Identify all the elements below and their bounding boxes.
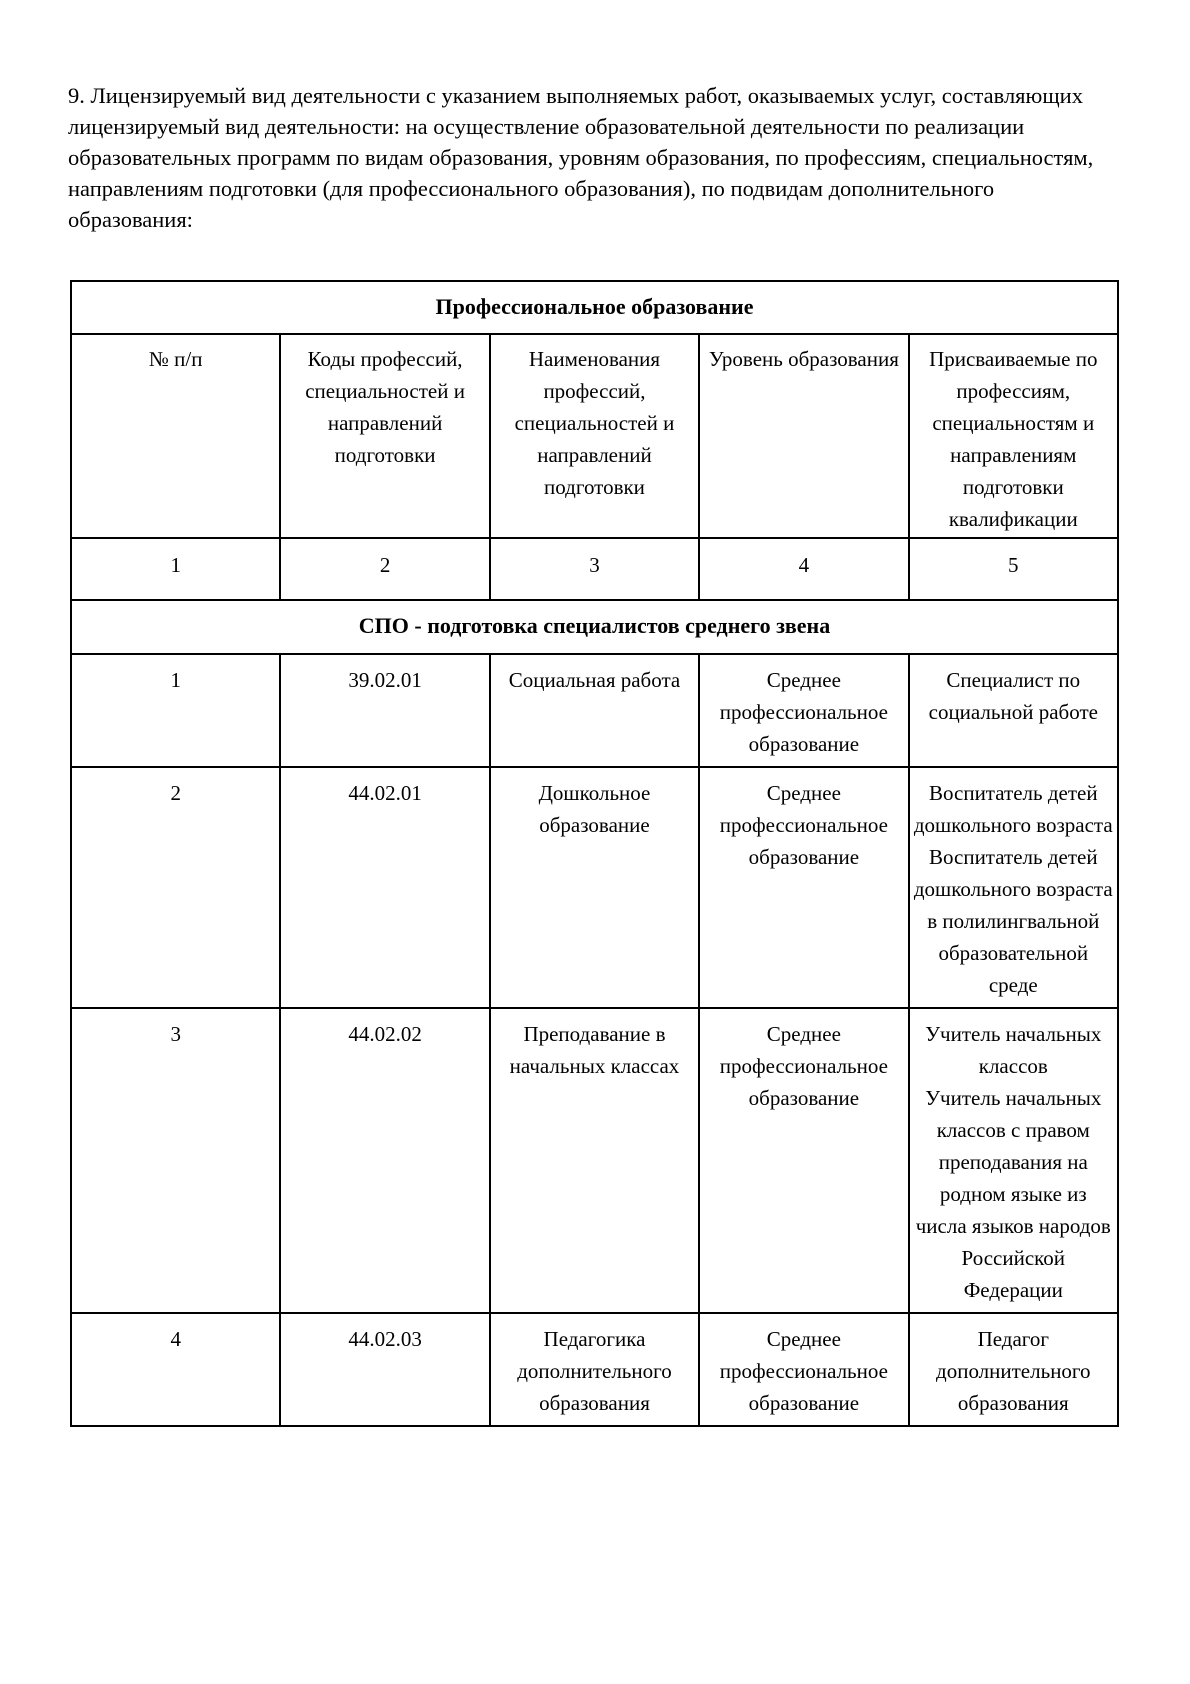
intro-paragraph: 9. Лицензируемый вид деятельности с указанием выполняемых работ, оказываемых услуг, составляющих лицензируемый вид деятельности: на осуществление образовательной деятельности по реализации образовательных программ по видам образования, уровням образования, по профессиям, специальностям, направлениям подготовки (для профессионального образования), по подвидам дополнительного образования: bbox=[68, 83, 1094, 232]
table-row bbox=[71, 767, 1118, 1008]
qualification: Учитель начальных классов с правом преподавания на родном языке из числа языков народов Российской Федерации bbox=[915, 1086, 1111, 1302]
column-number: 5 bbox=[909, 538, 1118, 600]
cell-code: 44.02.02 bbox=[280, 1008, 489, 1313]
cell-name: Социальная работа bbox=[490, 654, 699, 767]
cell-qualifications bbox=[909, 1313, 1118, 1426]
column-number: 1 bbox=[71, 538, 280, 600]
cell-name: Педагогика дополнительного образования bbox=[490, 1313, 699, 1426]
col-header-qualifications: Присваиваемые по профессиям, специальностям и направлениям подготовки квалификации bbox=[909, 334, 1118, 538]
col-header-num: № п/п bbox=[71, 334, 280, 538]
qualification: Педагог дополнительного образования bbox=[936, 1327, 1091, 1415]
section-header-row bbox=[71, 600, 1118, 654]
section-header: СПО - подготовка специалистов среднего звена bbox=[71, 600, 1118, 654]
cell-code: 44.02.03 bbox=[280, 1313, 489, 1426]
qualification: Учитель начальных классов bbox=[925, 1022, 1102, 1078]
cell-qualifications bbox=[909, 767, 1118, 1008]
column-number: 3 bbox=[490, 538, 699, 600]
column-number: 2 bbox=[280, 538, 489, 600]
cell-level: Среднее профессиональное образование bbox=[699, 654, 908, 767]
table-header-row bbox=[71, 334, 1118, 538]
cell-level: Среднее профессиональное образование bbox=[699, 1008, 908, 1313]
column-number: 4 bbox=[699, 538, 908, 600]
cell-level: Среднее профессиональное образование bbox=[699, 1313, 908, 1426]
cell-level: Среднее профессиональное образование bbox=[699, 767, 908, 1008]
education-table bbox=[70, 280, 1119, 1427]
cell-qualifications bbox=[909, 654, 1118, 767]
cell-code: 39.02.01 bbox=[280, 654, 489, 767]
col-header-codes: Коды профессий, специальностей и направлений подготовки bbox=[280, 334, 489, 538]
table-row bbox=[71, 654, 1118, 767]
cell-num: 4 bbox=[71, 1313, 280, 1426]
cell-num: 3 bbox=[71, 1008, 280, 1313]
table-title-row bbox=[71, 281, 1118, 334]
qualification: Воспитатель детей дошкольного возраста в полилингвальной образовательной среде bbox=[913, 845, 1113, 997]
col-header-level: Уровень образования bbox=[699, 334, 908, 538]
cell-code: 44.02.01 bbox=[280, 767, 489, 1008]
cell-name: Дошкольное образование bbox=[490, 767, 699, 1008]
cell-qualifications bbox=[909, 1008, 1118, 1313]
column-numbers-row bbox=[71, 538, 1118, 600]
col-header-names: Наименования профессий, специальностей и направлений подготовки bbox=[490, 334, 699, 538]
cell-num: 2 bbox=[71, 767, 280, 1008]
cell-name: Преподавание в начальных классах bbox=[490, 1008, 699, 1313]
table-title: Профессиональное образование bbox=[71, 281, 1118, 334]
table-row bbox=[71, 1313, 1118, 1426]
table-row bbox=[71, 1008, 1118, 1313]
qualification: Специалист по социальной работе bbox=[928, 668, 1098, 724]
cell-num: 1 bbox=[71, 654, 280, 767]
qualification: Воспитатель детей дошкольного возраста bbox=[913, 781, 1113, 837]
